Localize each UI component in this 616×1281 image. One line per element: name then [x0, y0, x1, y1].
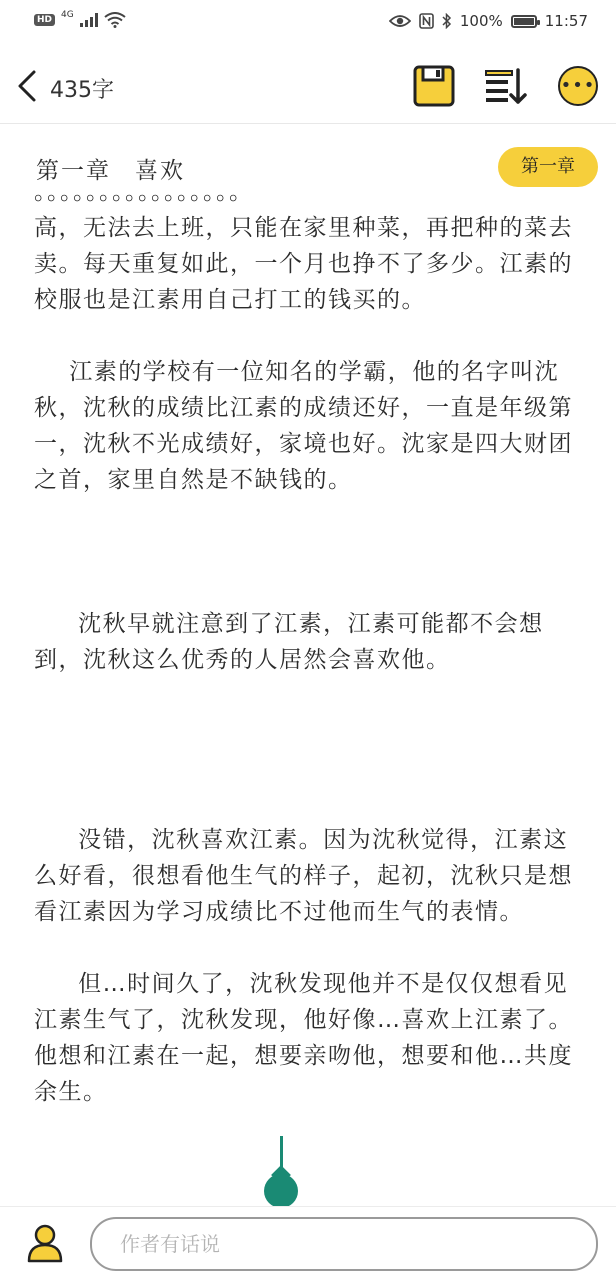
sort-button[interactable] [484, 64, 528, 108]
word-count: 435字 [50, 78, 114, 103]
content-paragraph: 沈秋早就注意到了江素，江素可能都不会想到，沈秋这么优秀的人居然会喜欢他。 [34, 611, 544, 673]
chapter-content-editor[interactable] [34, 210, 586, 1200]
content-paragraph [34, 570, 586, 606]
chapter-heading [36, 152, 185, 185]
content-paragraph [34, 318, 586, 354]
status-bar [0, 0, 616, 46]
author-avatar-button[interactable] [26, 1223, 64, 1263]
status-left [34, 12, 126, 28]
save-button[interactable] [412, 64, 456, 108]
back-arrow-icon [14, 68, 44, 104]
author-note-input[interactable] [90, 1217, 598, 1271]
chapter-number: 第一章 [36, 158, 111, 184]
content-paragraph [34, 678, 586, 714]
bluetooth-icon [442, 13, 452, 29]
content-paragraph [34, 498, 586, 534]
battery-percent: 100% [459, 12, 503, 30]
signal-icon [80, 13, 98, 27]
hd-badge: HD [34, 14, 55, 26]
status-right [389, 12, 588, 30]
content-paragraph [34, 714, 586, 750]
battery-icon [511, 15, 537, 28]
cursor-drag-handle[interactable] [264, 1174, 298, 1208]
content-paragraph: 但…时间久了，沈秋发现他并不是仅仅想看见江素生气了，沈秋发现，他好像…喜欢上江素了。他想和江素在一起，想要亲吻他，想要和他…共度余生。 [34, 971, 573, 1105]
sort-icon [484, 64, 528, 108]
save-icon [412, 64, 456, 108]
editor-toolbar [0, 52, 616, 122]
eye-icon [389, 14, 411, 28]
clipped-line: 。。。。。。。。。。。。。。。。 [34, 186, 254, 205]
content-paragraph: 没错，沈秋喜欢江素。因为沈秋觉得，江素这么好看，很想看他生气的样子，起初，沈秋只是想看江素因为学习成绩比不过他而生气的表情。 [34, 827, 573, 925]
content-paragraph [34, 786, 586, 822]
chapter-title: 喜欢 [135, 158, 185, 184]
content-paragraph [34, 534, 586, 570]
content-paragraph: 高，无法去上班，只能在家里种菜，再把种的菜去卖。每天重复如此，一个月也挣不了多少。江素的校服也是江素用自己打工的钱买的。 [34, 215, 573, 313]
clock: 11:57 [544, 12, 588, 30]
wifi-icon [104, 12, 126, 28]
more-button[interactable] [558, 66, 598, 106]
content-paragraph [34, 750, 586, 786]
person-icon [26, 1223, 64, 1263]
content-paragraph: 江素的学校有一位知名的学霸，他的名字叫沈秋，沈秋的成绩比江素的成绩还好，一直是年级第一，沈秋不光成绩好，家境也好。沈家是四大财团之首，家里自然是不缺钱的。 [34, 359, 573, 493]
network-type: 4G [61, 10, 74, 20]
bottom-bar [0, 1206, 616, 1281]
more-icon: ••• [560, 75, 596, 96]
chapter-select-button[interactable]: 第一章 [498, 147, 598, 187]
back-button[interactable] [14, 68, 44, 104]
content-paragraph [34, 930, 586, 966]
header-divider [0, 123, 616, 124]
nfc-icon [419, 13, 434, 29]
